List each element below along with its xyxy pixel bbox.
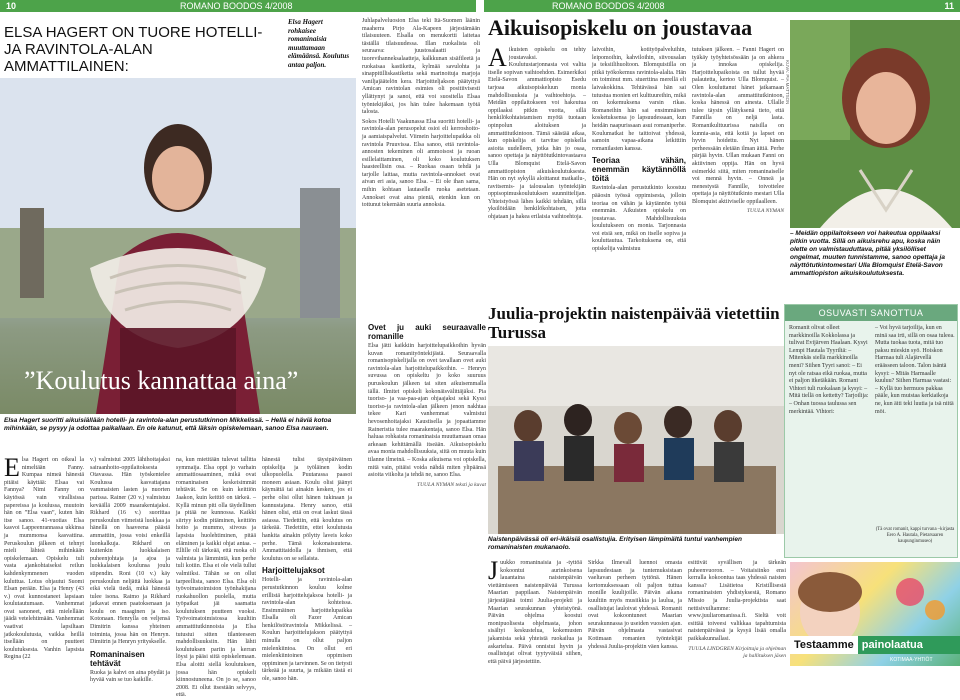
body-column-4-text-b: Hotelli- ja ravintola-alan perustutkinnon kouluu kolme erillistä harjoittelujaksoa hotelli- ja ravintola-alan kohteissa. Ensimmäinen harjoittelupaikka Elsalla oli Fazer Amican henkilöstöravintola Mikkelissä. – Koulun harjoittelujakson päätyttyä minulla on ollut paljon mielenkiintoa. On ollut eri mielenkiintoinen oppimisen oppiminen ja tarvinnen. Se on tietysti tärkeää ja suurta, ja mikään tästä ei ole, sanoo hän. bbox=[262, 577, 352, 683]
body-column-2-text-b: Ruoka ja kahvi on aina pöydät ja hyvää vain se tuo kaikille. bbox=[90, 669, 170, 684]
ad-title: Testaamme bbox=[790, 636, 858, 654]
left-page-number: 10 bbox=[6, 1, 17, 11]
photo-quote: ”Koulutus kannattaa aina” bbox=[24, 366, 299, 395]
left-body-column-2 bbox=[90, 457, 170, 684]
painolaatu-ad bbox=[790, 562, 960, 666]
body-column-2-text: v.) valmistui 2005 lähihoitajaksi sairaanhoito-oppilaitoksesta Otavassa. Hän työskentelee Koulussa kasvattajana vammaisten lasten ja nuorten parissa. Rainer (20 v.) valmistuu keväällä 2009 maarakentajaksi. Rikhard (16 v.) suorittaa peruskoulun viimeistä luokkaa ja hänellä on haaveena päästä ammattiin, jossa voisi enkeillä luonkalkuja. Rikhard on kuitenkin luokkalaisen puheenjohtaja ja ajoa ja luokkalaisen koulunsa joulu stipendin. Roni (10 v.) käy peruskoulun neljättä luokkaa ja eikä vielä tiedä, mikä hänestä tulee isona. Raimo ja Rikhard jatkavat ennen paatoksenaan ja koulu on maaginen ja iso. Kotonaan. Henrylla on veljensä Dimitrin kanssa yhteinen toiminta, jossa hän on Henryn. Dimitrin ja Henryn yrityskselle. bbox=[90, 457, 170, 646]
right-article2-column-2 bbox=[588, 560, 682, 666]
article-column-1-text: ikuisten opiskelu on tehty joustavaksi. Koulutustarjonnasta voi valita itselle sopivan vaihtoehdon. Esimerkiksi Etelä-Savon ammattiopisto Esedu tarjoaa aikuisopiskeluun monia mahdollisuuksia ja vaihtoehtoja. – Meidän oppilaitokseen voi hakeutua oppilaaksi pitkin vuotta, sillä henkilökohtaistamisen myötä tuotaan opinpolun aloituksen ja ammattitutkintoon. Tämä säästää aikaa, kun opiskelija ei tarvitse opiskella asioita uudelleen, jotka hän jo osaa, sanoo opettaja ja näyttötutkintovastaava Ulla Blomquist Etelä-Savon ammattiopiston aikuiskoulutuksesta. Hän on nyt sykyllä aloittanut matkailu-, ravitsemis- ja talousalan työntekijän oppisopimuskoulutuksen suunnittelijan. Yhteistyössä lähes kaikki tehdään, sillä yksilöidään henkilökohtaisen, joita ohjataan ja hakea erilaisia vaihtoehtoja. bbox=[488, 47, 586, 221]
quote-box-column-1: Romanit olivat olleet markkinoilla Kokkolassa ja tulivat Evijärven Haalaan. Kysyi Lempi Hautala Tyyriltä: – Mitenkäs siellä markkinoilla meni? Siihen Tyyri sanoi: – Ei nyt ole ratsaa eikä ruokaa, mutta ei paljon itketäkään. Romani Vihtori tuli ruokalaan ja kysyi: – Mitä tiellä on kettetty? Tarjoilija: – Onhan tuossa taulussa sen merkintää. Vihtori: bbox=[789, 325, 869, 415]
body-column-1-text: lsa Hagert on oikeal la nimeltään Fanny. Kumpaa nimeä hänestä pitäisi käyttää: Elsaa vai Fannya? Nimi Fanny on käytössä vain virallisissa papereissa ja koulussa, muutoin hän on ”Elsa vaan”, kuten hän itse sanoo. 41-vuotias Elsa kasvoi Lappeenrannassa ukkinsa ja mummonsa kasvattina. Peruskoulun jälkeen ei tehnyt mieli lähteä mihinkään opiskelemaan. Opiskelu tuli vasta ajankohtaiseksi reilun kahdenkymmenen vuoden kuluttua. Lotus ohjautui Suomi Elsan perään. Elsa ja Henry (43 v.) ovat kunnostaneet lapsiaan koulutautumaan. Vanhemmat ovat sanoneet, että mielellään jäädä vetelehtimään. Vanhemmat vaativat lapsiltaan jatkokoulutusta, vaikka heillä itsellään on puutteet koulutuksesta. Vanhin lapsista Regina (22 bbox=[4, 457, 84, 661]
quote-box-column-2: – Voi hyvä tarjoilija, kun en minä saa irti, sillä on osaa tuleea. Mutta tuokaa tuota, mitä tuo paksu mieskin syö. Hoiskon Harmaa tuli Alajärvellä eräässeen taloon. Talon isäntä kysyi: – Mitäs Harmaalle kuuluu? Siihen Harmaa vastasi: – Kyllä tuo hermuos pakkaa pääle, kun muistaa kerkiaikoja ne, kun äiti teki luutia ja isä niitä möi. bbox=[875, 325, 955, 415]
right-article-column-0 bbox=[368, 320, 486, 666]
article2-column-2-text: Sirkka Ilmevall luennoi omasta lapsuudestaan ja tuntemuksistaan vaeltavan perheen tyttönä. Hänen kertomuksessaan oli paljon tuttua monille kuulijoille. Päivän aikana kuultiin myös musiikkia ja laulua, ja osallistujat lauloivat yhdessä. Romanit ovat kokoontuneet Maarian seurakunnassa jo useiden vuosien ajan. Päivän ohjelmasta vastasivat Kotimaan romanien työntekijät yhdessä Juulia-projektin väen kanssa. bbox=[588, 560, 682, 650]
photo-credit: KUVA: PIA MATTSON bbox=[785, 60, 790, 105]
ad-subtitle: painolaatua bbox=[858, 636, 960, 654]
quote-box-credit: (Tä ovat romanit, kappi turvana –kirjasta Eero A. Hautala, Pietarsaaren kaupunginmuseo) bbox=[875, 527, 955, 544]
top-column-text-b: Sokos Hotelli Vaakunassa Elsa suoritti hotelli- ja ravintola-alan perusopelut osioi eli kerroshoito- ja aamiaispalvelut. Viimein harjoittelupaikka oli ravintola Pruuvissa. Elsa sanoo, että ravintola-annosten tekeminen oli ammoisost ja ruoan esillelaittaminen, oli koko koulutuksen haasteellisin osa. – Ruokaa osaan tehdä ja tarjolle laittaa, mutta ravintola-annokset ovat aivan eri asia, sanoo Elsa. – Ei ole ihan sama, mihin kohtaan lautaselle ruoka asetetaan. Annokset ovat aina pieniä, etenkin kun on tottunut tekemään suuria annoksia. bbox=[362, 118, 480, 209]
ulla-blomquist-portrait bbox=[790, 20, 960, 228]
right-article-column-1 bbox=[488, 43, 586, 285]
body-column-4-text: hänestä tulisi täysipäiväinen opiskelija ja työläinen kodin ulkopuolella. Puutarassa paasoi moneen asiaan. Koulu olisi jäänyt käymättä tai ainakin kesken, jos ei perhe olisi ollut hänen tukinaan ja kannustajana. Henry sanoo, että hänen olisi, että on ovat laskut tässä asiassa. Tiedettiin, että koulutus on tärkeää. Tiedettiin, ettei koulutusta hankita ainakin pölytty laveis koko perhe. Tämä kokonaisuutena. Ammattitaidolla ja ihmisen, että koulutus on se sellaista. bbox=[262, 457, 352, 562]
left-body-column-4 bbox=[262, 457, 352, 683]
naistenpaiva-photo-caption: Naistenpäivässä oli eri-ikäisiä osallistujia. Erityisen lämpimältä tuntui vanhempien romaninaisten mukanaolo. bbox=[488, 536, 742, 551]
drop-cap-a: A bbox=[488, 43, 507, 72]
right-headline: Aikuisopiskelu on joustavaa bbox=[488, 15, 753, 40]
article2-byline: TUULA LINDGREN Kirjoittaja ja ohjelman ja hallituksen jäsen bbox=[688, 645, 786, 660]
right-article2-column-1 bbox=[488, 556, 582, 666]
portrait-caption: – Meidän oppilaitokseen voi hakeutua oppilaaksi pitkin vuotta. Sillä on aikuisrehu apu, koska näin olette on valmistauduttava, pitää yksilölliset ongelmat, muuten tunnistamme, sanoo opettaja ja näyttötutkintomestari Ulla Blomquist Etelä-Savon ammattiopiston aikuiskoulutuksesta. bbox=[790, 230, 945, 277]
left-headline: ELSA HAGERT ON TUORE HOTELLI- JA RAVINTOLA-ALAN AMMATTILAINEN: bbox=[4, 24, 263, 75]
right-page-header bbox=[484, 0, 960, 12]
right-article-column-2 bbox=[592, 47, 686, 285]
article-column-2-text-b: Ravintola-alan perustutkinto koostuu pääosin työssä oppimisesta, jolloin teoriaa on vähän ja käytännön työtä enemmän. Aikuisten opiskelu on joustavaa. Mahdollisuuksia koulutukseen on monia. Tarjonnasta voi etsiä sen, mikä on itselle sopiva ja kouluttautua. Tarkoituksena on, että opiskelija valmistuu bbox=[592, 185, 686, 253]
right-page-number: 11 bbox=[944, 1, 954, 11]
article2-column-3-text: esittivät syvällisen ja tärkeän puheenvuoron. – Voitaisiinko ensi kerralla kokoontua taas yhdessä naisten kanssa? Lisätietoa Kristillisestä romaninaisten yhdistyksestä, Romano Missio ja Juulia-projektista saat nettisivuiltamme: www.juuliaromanissa.fi. Sieltä voit esittää toiveesi valikkaa tapahtumista naistenpäivässä ja kysyä lisää omalla paikkakunnallasi. bbox=[688, 560, 786, 642]
article-column-0-text: Elsa jätti kaikkiin harjoittelupaikkoihin hyvän kuvan romanityöntekijästä. Seuraavalla romanisopiskelijalla on ovet tavallaan ovet auki ravintola-alan harjoittelupaikkoihin. – Henryn suvussa on opiskeltu jo koko suuruus puruskoulun jälkeen tai siten aikuisemmalla iällä. Ilmitet opiskeli kokonäisvälittäjäksi. Pia tuoriso- ja vaa-paa-ajan ohjaajaksi sekä Kyssi tuoriso-ja ravintola-alan jälkeen jenon nakhtaa tekee Kari vanhemmat valmistui hevosenhoitajaksi Kaustisella ja jopaattamme Raineristia tulee maarakentaja, sanoo Elsa. Hän haluaa rohkaista romaninaisia muuttamaan omaa arkeaan kehittämällä itseään. Aikuisopiskelu avaa monia mahdollisuuksia, siitä on muuta kuin tilanne ilmeinä. – Koska aikuisena voi opiskella, mitä vain, pitäisi voida nähdä miten ylipäänsä asioita viikolta ja tehdä ne, sanoo Elsa. bbox=[368, 343, 486, 479]
naistenpaiva-photo bbox=[488, 346, 786, 534]
portrait-scene-svg bbox=[790, 20, 960, 228]
left-sidebar-caption: Elsa Hagert rohkaisee romaninaisia muuttamaan elämäänsä. Koulutus antaa paljon. bbox=[288, 18, 350, 69]
elsa-hagert-photo bbox=[0, 78, 356, 414]
article-column-0-byline: TUULA NYMAN teksti ja kuvat bbox=[417, 481, 486, 488]
photo-scene-svg bbox=[0, 78, 356, 414]
right-article2-column-3 bbox=[688, 560, 786, 666]
subheading-teoriaa: Teoriaa vähän, enemmän käytännöllä töitä bbox=[592, 156, 686, 184]
subheading-romaninaisen-tehtavat: Romaninaisen tehtävät bbox=[90, 649, 145, 668]
left-page-header bbox=[0, 0, 476, 12]
article-column-3-byline: TUULA NYMAN bbox=[746, 208, 784, 215]
drop-cap-j: J bbox=[488, 556, 499, 585]
subheading-harjoittelujaksot: Harjoittelujaksot bbox=[262, 566, 325, 576]
group-scene-svg bbox=[488, 346, 786, 534]
ad-logo: KOTIMAA-YHTIÖT bbox=[890, 657, 933, 663]
left-body-column-3 bbox=[176, 457, 256, 699]
article-column-3-text: tutuksen jälkeen. – Fanni Hagert on tyäkäy työyhteisössään ja on ahkera ja innokas opiskelija. Harjoittelupaikoista on tullut hyvää palautetta, kertoo Ulla Blomquist. – Olen kouluttanut hänet jatkamaan ravintola-alan ammattitutkintoon, koska hänessä on ainesta. Ullalle tulee täysin yllätyksenä tieto, että Fannilla on neljä lasta. Romanikulttuurissa naisilla on kunnia-asia, että kotiä ja lapset on hyvin hoidettu. Nyt hänen perheessään eletään ilman äitiä. Perhe pärjää hyvin. Ullan mukaan Fanni on aktiivinen oppija. Hän on hyvä esimerkki siitä, miten romaninaiselle voi mennä hyvin. – Onneä ja menestystä Fannille, toivottelee opettaja ja näyttötutkinto mestari Ulla Blomquist aktiiviselle oppilaalleen. bbox=[692, 47, 784, 205]
right-article-column-3 bbox=[692, 47, 784, 285]
article2-column-1-text: uukko romaninaisia ja -tyttöä kokoontui aurinkoisena lauantaina naistenpäivän viettämiseen naistenpäivää Turussa Maarian pappilaan. Naistenpäivän järjestäjänä toimi Juulia-projekti ja Maarian seurakunnan yhteistyönä. Päivän ohjelma koostui monipuolisesta ohjelmasta, johon sisältyi keskustelua, kokemusten jakamista sekä yhteistä ruokailua ja askartelua. Päivä onnistui hyvin ja osallistujat olivat tyytyväisiä siihen, että päivä järjestettiin. bbox=[488, 560, 582, 665]
article-column-2-text: laivoihin, kotityöpalveluihin, leipomoihin, kahviloihin, siivousalan ja teksiilihuoltoon. Blomquistilla on pitkä työkokemus ravintola-alalta. Hän on toiminut mm. stuerttina merellä eli laivakokkina. Tehtävässä hän sai tutustua monien eri kulttuureihin, mikä on kokemuksena varsin rikas. Romaneihin hän sai ensimmäisen kosketuksensa jo lapsuudessaan, kun heidän naapurissaan asui romaniperhe. Koulumatkat he taittoivat yhdessä, samoin vapaa-aikana leikittiin romanilasten kanssa. bbox=[592, 47, 686, 152]
quote-box-title: OSUVASTI SANOTTUA bbox=[785, 305, 957, 321]
right-publication-name: ROMANO BOODOS 4/2008 bbox=[552, 1, 665, 11]
left-publication-name: ROMANO BOODOS 4/2008 bbox=[180, 1, 293, 11]
top-column-text-a: Juhlapalveluosion Elsa teki Itä-Suomen läänin maaherra Pirjo Ala-Kapeen järjestämään tilaisuuteen. Elsalla on menukortti laitetaa täställä tilaisuudessa. Illan ruokalista oli seuraava: juustosalaatti ja tuorevihanneksalaatteja, kalkkunan sisäfileetä ja ruokaisaa kastiketta, kylmää savulohta ja sinappitilliskastiketta sekä marinoituja marjoja vaniljajäätelön kera. Harjoitteljakson päätyttyä Amican ravintolan esimies oli positiivisesti yllättynyt ja sanoi, että voi suositella Elsaa työntekijäksi, jos hän tulee hakemaan työtä talosta. bbox=[362, 18, 480, 116]
ad-title-bar bbox=[790, 636, 960, 654]
left-body-column-1 bbox=[4, 453, 84, 665]
left-top-column bbox=[362, 18, 480, 348]
drop-cap-e: E bbox=[4, 453, 20, 482]
right-headline-2: Juulia-projektin naistenpäivää vietettiin Turussa bbox=[488, 304, 780, 342]
quote-box bbox=[784, 304, 958, 558]
body-column-3-text: na, kun mietitään tulevat tallitta symmaija. Elsa oppi jo varhain ammattiosaaminen, mikä ovat romaninaisen keskeisimmät tehtävät. Se on kuin keittiön Jaakon, kuin keittiö on tärkeä. – Kyllä minun piti olla täydellinen ja pitää ne kunnossa. Kaikki siirtyy kodin pitäminen, keittiön hoito ja mummo, siivous ja lapsista huolehtiminen, pitää eläminen ja kaikki ohjat antaa. – Ellille oli tärkeää, että ruoka oli valmista ja lämmintä, kun perhe tuli kotiin. Elsa ei ole vielä tullut valmiiksi. Tähän se on ollut tarpeellista, sanoo Elsa. Elsa oli työvoimatoimiston työnhakijana ruokahuollon puolella, mutta työpaikat jäi saamatta koulutuksen puutteen vuoksi. Työvoimatoimistossa kuultiin ammattitutkinnoista ja Elsa tutustui sitten tilanteeseen mahdollisuuksiin. Hän lähti koulutuksen pariin ja kerran löysi ja pääsi siitä opiskelemaan. Elsa aloitti siellä koulutuksen, jossa hän opiskeli kiinnostuneena. On jo se, sanoo 2008. Ei ollut itsestään selvyys, että. bbox=[176, 457, 256, 699]
left-photo-caption: Elsa Hagert suoritti aikuisiällään hotelli- ja ravintola-alan perustutkinnon Mikkelissä. – Hellä ei häviä kotoa mihinkään, se pysyy ja odottaa paikallaan. En ole katunut, että läksin opiskelemaan, sanoo Elsa nauraen. bbox=[4, 417, 332, 432]
sidebox-title: Ovet ju auki seuraavalle romanille bbox=[368, 323, 486, 341]
